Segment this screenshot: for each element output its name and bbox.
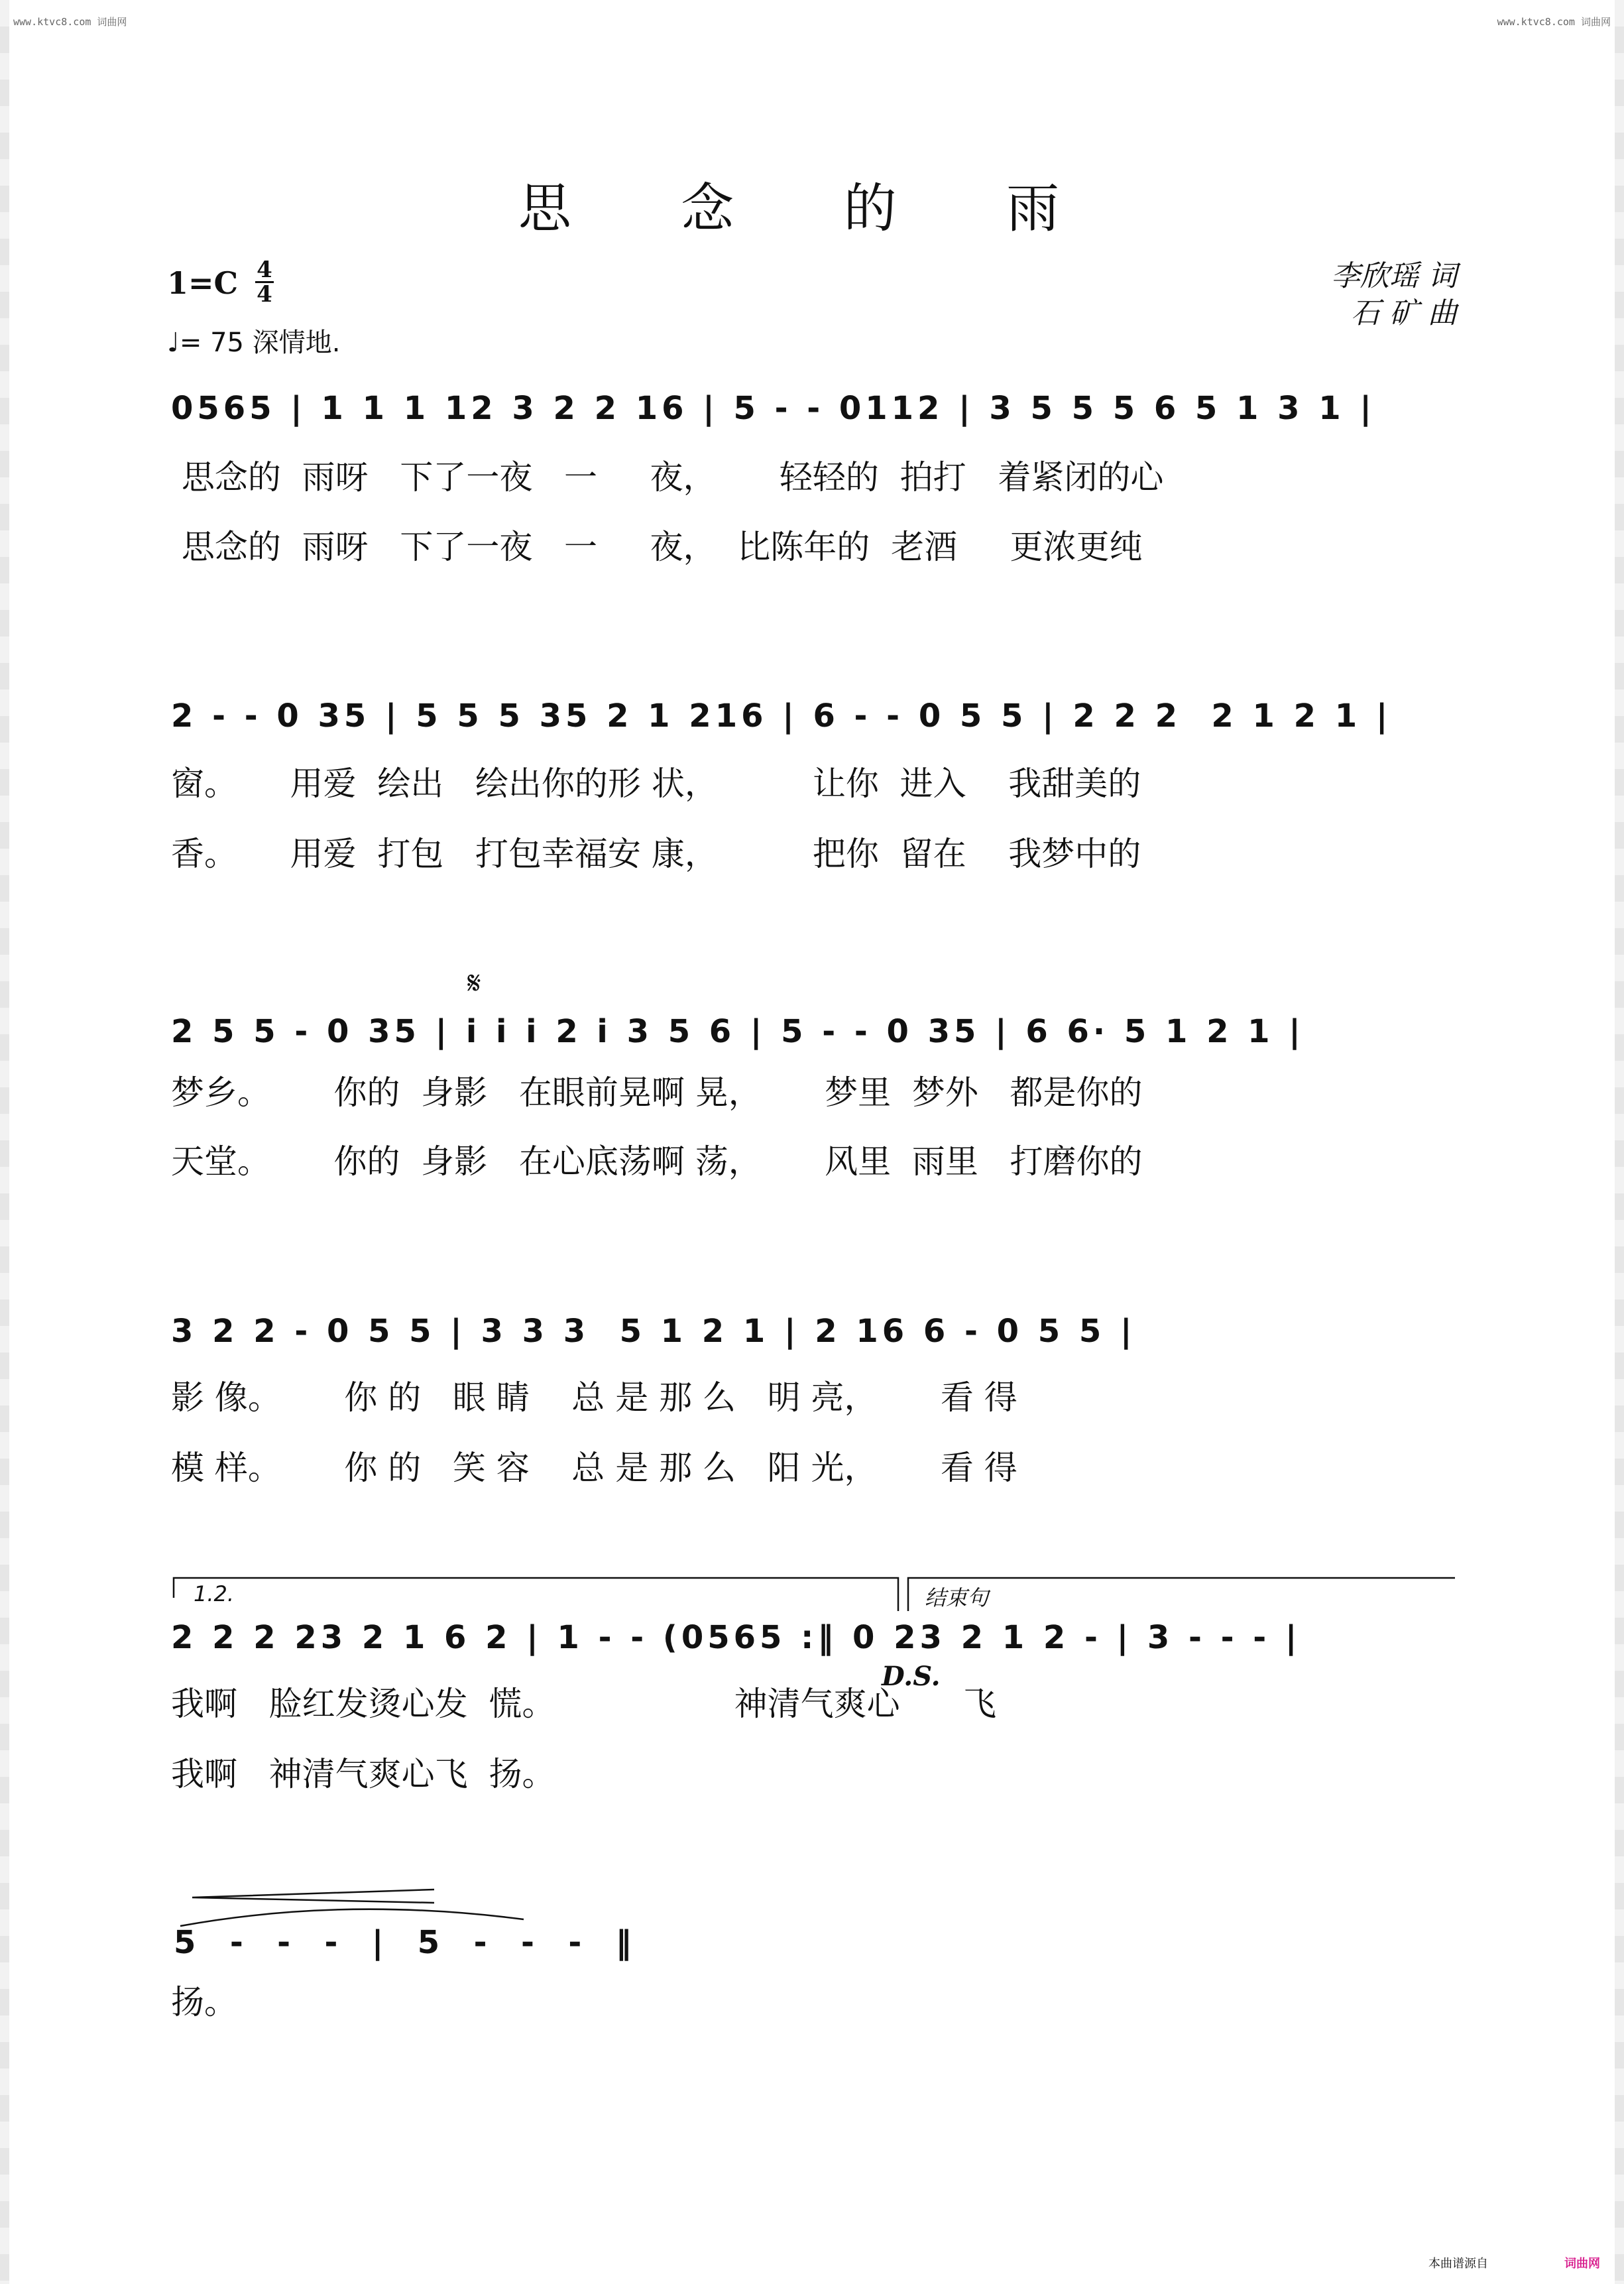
tie-slur [180, 1909, 524, 1926]
system-6-notes: 5 - - - | 5 - - - ‖ [174, 1924, 636, 1961]
volta-bracket-first [174, 1578, 898, 1611]
volta-first-ending: 1.2. [194, 1581, 235, 1606]
composer-credit: 石 矿 曲 [1351, 296, 1457, 330]
system-5-lyrics-verse-1: 我啊 脸红发烫心发 慌。 神清气爽心 飞 [171, 1685, 997, 1723]
system-4-lyrics-verse-1: 影 像。 你 的 眼 睛 总 是 那 么 明 亮， 看 得 [171, 1378, 1017, 1417]
tempo-marking: ♩= 75 深情地. [167, 328, 341, 358]
system-2-notes: 2 - - 0 35 | 5 5 5 35 2 1 216 | 6 - - 0 5 5 | 2 2 2 2 1 2 1 | [171, 697, 1392, 735]
crescendo-hairpin [192, 1890, 434, 1903]
dal-segno-mark: D.S. [882, 1661, 941, 1692]
lyricist-credit: 李欣瑶 词 [1331, 259, 1457, 293]
system-3-notes: 2 5 5 - 0 35 | i i i 2 i 3 5 6 | 5 - - 0 35 | 6 6· 5 1 2 1 | [171, 1013, 1305, 1050]
header-link-right[interactable]: www.ktvc8.com 词曲网 [1497, 16, 1611, 28]
system-6-lyrics: 扬。 [171, 1983, 237, 2021]
time-signature-bottom: 4 [257, 281, 272, 308]
system-5-notes: 2 2 2 23 2 1 6 2 | 1 - - (0565 :‖ 0 23 2 1 2 - | 3 - - - | [171, 1619, 1301, 1656]
quarter-note-icon: ♩ [167, 328, 180, 358]
song-title: 思 念 的 雨 [518, 178, 1106, 239]
system-3-lyrics-verse-1: 梦乡。 你的 身影 在眼前晃啊 晃， 梦里 梦外 都是你的 [171, 1073, 1143, 1112]
footer-brand-link[interactable]: 词曲网 [1564, 2257, 1600, 2271]
system-3-lyrics-verse-2: 天堂。 你的 身影 在心底荡啊 荡， 风里 雨里 打磨你的 [171, 1142, 1143, 1181]
volta-bracket-ending [908, 1578, 1455, 1611]
time-signature-top: 4 [257, 257, 272, 283]
header-link-left[interactable]: www.ktvc8.com 词曲网 [13, 16, 127, 28]
system-4-lyrics-verse-2: 模 样。 你 的 笑 容 总 是 那 么 阳 光， 看 得 [171, 1449, 1017, 1487]
system-1-notes: 0565 | 1 1 1 12 3 2 2 16 | 5 - - 0112 | 3 5 5 5 6 5 1 3 1 | [171, 390, 1375, 427]
system-4-notes: 3 2 2 - 0 5 5 | 3 3 3 5 1 2 1 | 2 16 6 - 0 5 5 | [171, 1313, 1136, 1350]
key-signature: 1=C [167, 265, 239, 301]
system-1-lyrics-verse-1: 思念的 雨呀 下了一夜 一 夜， 轻轻的 拍打 着紧闭的心 [171, 458, 1164, 497]
volta-ending-phrase: 结束句 [925, 1585, 989, 1610]
system-5-lyrics-verse-2: 我啊 神清气爽心飞 扬。 [171, 1755, 555, 1793]
system-1-lyrics-verse-2: 思念的 雨呀 下了一夜 一 夜， 比陈年的 老酒 更浓更纯 [171, 528, 1143, 566]
segno-sign: 𝄋 [467, 965, 481, 1002]
footer-source: 本曲谱源自 [1428, 2257, 1488, 2271]
system-2-lyrics-verse-1: 窗。 用爱 绘出 绘出你的形 状， 让你 进入 我甜美的 [171, 764, 1141, 803]
system-2-lyrics-verse-2: 香。 用爱 打包 打包幸福安 康， 把你 留在 我梦中的 [171, 835, 1141, 873]
